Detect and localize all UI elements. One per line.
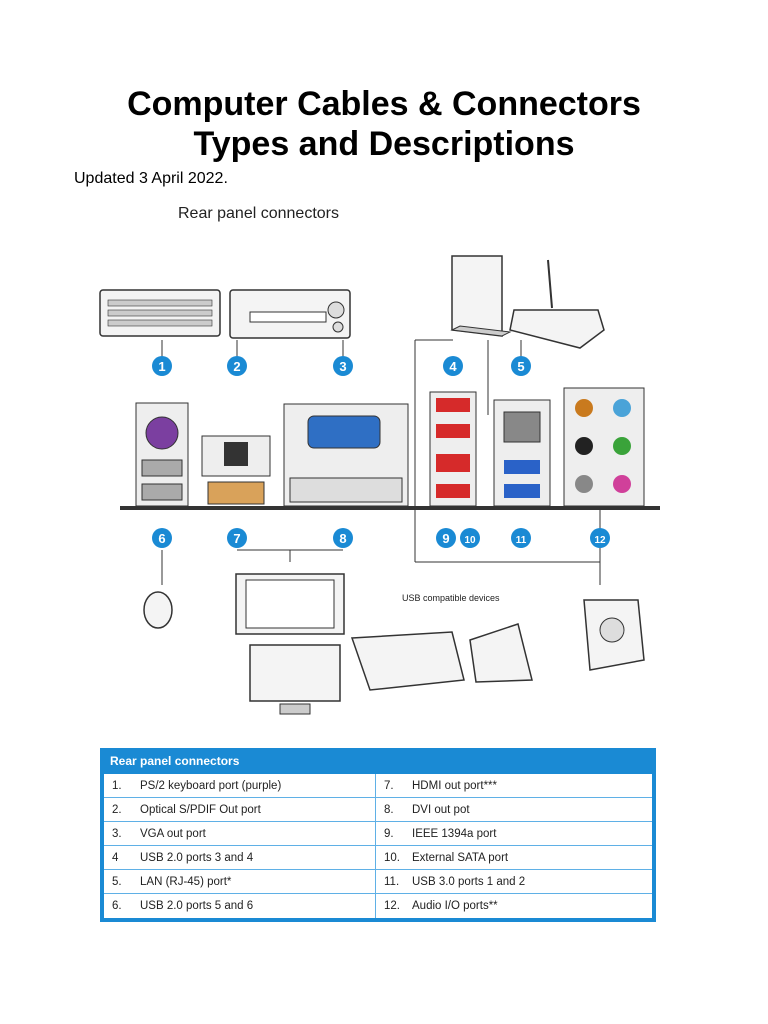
updated-date: Updated 3 April 2022.: [74, 170, 228, 187]
rear-panel-diagram: [90, 240, 670, 720]
keyboard-illustration: [100, 290, 220, 336]
badge-4: [443, 356, 463, 376]
router-illustration: [510, 260, 604, 348]
audio-jacks-block: [564, 388, 644, 506]
svg-text:10: 10: [464, 535, 476, 546]
svg-text:8: 8: [339, 531, 347, 546]
lan-usb3-block: [494, 400, 550, 506]
page-title-line-1: Computer Cables & Connectors: [127, 85, 641, 123]
table-row: 3. VGA out port: [104, 822, 376, 846]
page-title-line-2: Types and Descriptions: [193, 125, 575, 163]
svg-text:4: 4: [449, 359, 457, 374]
badge-10: [460, 528, 480, 548]
av-receiver-illustration: [230, 290, 350, 338]
table-row: 2. Optical S/PDIF Out port: [104, 798, 376, 822]
usb-ieee-esata-block: [430, 392, 476, 506]
speaker-illustration: [584, 600, 644, 670]
badge-11: [511, 528, 531, 548]
table-body: [104, 774, 652, 918]
external-drive-illustration: [452, 256, 510, 336]
badge-3: [333, 356, 353, 376]
vga-dvi-block: [284, 404, 408, 506]
printer-scanner-illustration: [352, 562, 600, 690]
ps2-usb-block: [136, 403, 188, 506]
badge-6: [152, 528, 172, 548]
table-header: Rear panel connectors: [110, 754, 240, 768]
table-row: 7. HDMI out port***: [376, 774, 652, 798]
mouse-illustration: [144, 550, 172, 628]
table-row: 10. External SATA port: [376, 846, 652, 870]
svg-text:2: 2: [233, 359, 241, 374]
table-row: 11. USB 3.0 ports 1 and 2: [376, 870, 652, 894]
svg-text:5: 5: [517, 359, 525, 374]
badge-9: [436, 528, 456, 548]
table-row: 9. IEEE 1394a port: [376, 822, 652, 846]
svg-text:7: 7: [233, 531, 241, 546]
badge-7: [227, 528, 247, 548]
table-row: 5. LAN (RJ-45) port*: [104, 870, 376, 894]
monitor-illustrations: [236, 550, 344, 714]
svg-text:1: 1: [158, 359, 166, 374]
table-row: 12. Audio I/O ports**: [384, 900, 498, 912]
svg-text:3: 3: [339, 359, 347, 374]
table-row: 6. USB 2.0 ports 5 and 6: [104, 894, 376, 918]
figure-caption: Rear panel connectors: [178, 205, 339, 222]
table-row: 8. DVI out pot: [376, 798, 652, 822]
badge-5: [511, 356, 531, 376]
connectors-table: [100, 748, 656, 922]
badge-8: [333, 528, 353, 548]
optical-hdmi-block: [202, 436, 270, 504]
badge-2: [227, 356, 247, 376]
table-row: 4 USB 2.0 ports 3 and 4: [104, 846, 376, 870]
usb-devices-label: USB compatible devices: [402, 593, 500, 603]
svg-text:6: 6: [158, 531, 166, 546]
svg-text:9: 9: [442, 531, 450, 546]
svg-text:12: 12: [594, 535, 606, 546]
table-row: 1. PS/2 keyboard port (purple): [104, 774, 376, 798]
badge-1: [152, 356, 172, 376]
svg-text:11: 11: [515, 535, 527, 546]
badge-12: [590, 528, 610, 548]
